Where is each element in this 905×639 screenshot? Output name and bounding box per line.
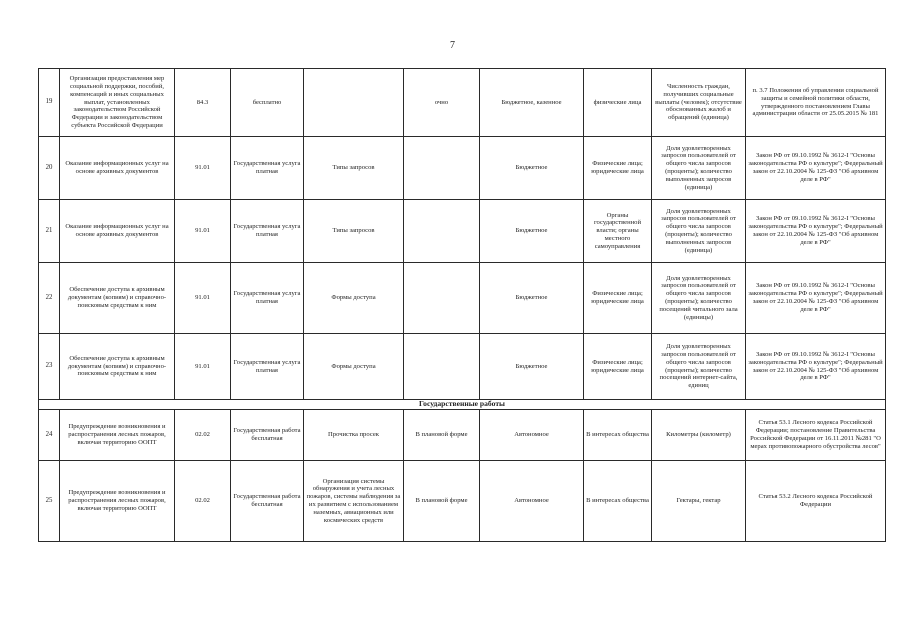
row-number: 25 (39, 461, 60, 542)
institution-type: Бюджетное (480, 137, 584, 200)
quality-indicator: Доля удовлетворенных запросов пользователей от общего числа запросов (проценты); количество посещений интернет-сайта, единиц (652, 334, 746, 400)
payment-type: Государственная услуга платная (231, 137, 304, 200)
section-header-row (39, 400, 886, 410)
consumer-category: Физические лица; юридические лица (584, 263, 652, 334)
service-name: Организация предоставления мер социальной поддержки, пособий, компенсаций и иных социальных выплат, установленных законодательством Российской Федерации и законодательством субъекта Российской Федерации (60, 69, 175, 137)
legal-basis: Закон РФ от 09.10.1992 № 3612-I "Основы законодательства РФ о культуре"; Федеральный закон от 22.10.2004 № 125-ФЗ "Об архивном деле в РФ" (746, 200, 886, 263)
section-title: Государственные работы (39, 400, 886, 410)
service-form: В плановой форме (404, 461, 480, 542)
row-number: 24 (39, 410, 60, 461)
consumer-category: Физические лица; юридические лица (584, 334, 652, 400)
table-row (39, 263, 886, 334)
activity-code: 02.02 (175, 410, 231, 461)
service-form (404, 334, 480, 400)
table-row (39, 410, 886, 461)
service-name: Обеспечение доступа к архивным документам (копиям) и справочно-поисковым средствам к ним (60, 334, 175, 400)
activity-code: 02.02 (175, 461, 231, 542)
consumer-category: физические лица (584, 69, 652, 137)
row-number: 22 (39, 263, 60, 334)
payment-type: Государственная услуга платная (231, 263, 304, 334)
service-name: Оказание информационных услуг на основе архивных документов (60, 200, 175, 263)
page-number: 7 (450, 40, 455, 51)
institution-type: Бюджетное (480, 334, 584, 400)
service-content: Типы запросов (304, 137, 404, 200)
quality-indicator: Километры (километр) (652, 410, 746, 461)
service-content: Типы запросов (304, 200, 404, 263)
institution-type: Бюджетное (480, 263, 584, 334)
table-row (39, 461, 886, 542)
institution-type: Автономное (480, 410, 584, 461)
service-name: Предупреждение возникновения и распространения лесных пожаров, включая территорию ООПТ (60, 461, 175, 542)
service-form: очно (404, 69, 480, 137)
activity-code: 91.01 (175, 263, 231, 334)
service-content (304, 69, 404, 137)
legal-basis: Статья 53.2 Лесного кодекса Российской Федерации (746, 461, 886, 542)
quality-indicator: Численность граждан, получивших социальные выплаты (человек); отсутствие обоснованных жалоб и обращений (единица) (652, 69, 746, 137)
consumer-category: В интересах общества (584, 410, 652, 461)
table-row (39, 200, 886, 263)
service-content: Организация системы обнаружения и учета лесных пожаров, системы наблюдения за их развитием с использованием наземных, авиационных или космических средств (304, 461, 404, 542)
activity-code: 91.01 (175, 334, 231, 400)
legal-basis: Закон РФ от 09.10.1992 № 3612-I "Основы законодательства РФ о культуре"; Федеральный закон от 22.10.2004 № 125-ФЗ "Об архивном деле в РФ" (746, 334, 886, 400)
quality-indicator: Доля удовлетворенных запросов пользователей от общего числа запросов (проценты); количество выполненных запросов (единица) (652, 137, 746, 200)
registry-table (38, 68, 886, 542)
service-name: Предупреждение возникновения и распространения лесных пожаров, включая территорию ООПТ (60, 410, 175, 461)
payment-type: Государственная работа бесплатная (231, 410, 304, 461)
quality-indicator: Доля удовлетворенных запросов пользователей от общего числа запросов (проценты); количество посещений читального зала (единицы) (652, 263, 746, 334)
quality-indicator: Гектары, гектар (652, 461, 746, 542)
legal-basis: п. 3.7 Положения об управлении социальной защиты и семейной политики области, утвержденного постановлением Главы администрации области от 25.05.2015 № 181 (746, 69, 886, 137)
institution-type: Бюджетное, казенное (480, 69, 584, 137)
quality-indicator: Доля удовлетворенных запросов пользователей от общего числа запросов (проценты); количество выполненных запросов (единица) (652, 200, 746, 263)
institution-type: Автономное (480, 461, 584, 542)
service-content: Формы доступа (304, 334, 404, 400)
service-name: Оказание информационных услуг на основе архивных документов (60, 137, 175, 200)
payment-type: Государственная работа бесплатная (231, 461, 304, 542)
activity-code: 84.3 (175, 69, 231, 137)
service-content: Прочистка просек (304, 410, 404, 461)
legal-basis: Закон РФ от 09.10.1992 № 3612-I "Основы законодательства РФ о культуре"; Федеральный закон от 22.10.2004 № 125-ФЗ "Об архивном деле в РФ" (746, 137, 886, 200)
consumer-category: Органы государственной власти; органы местного самоуправления (584, 200, 652, 263)
activity-code: 91.01 (175, 137, 231, 200)
activity-code: 91.01 (175, 200, 231, 263)
table-body (39, 69, 886, 542)
row-number: 19 (39, 69, 60, 137)
row-number: 20 (39, 137, 60, 200)
payment-type: Государственная услуга платная (231, 334, 304, 400)
legal-basis: Закон РФ от 09.10.1992 № 3612-I "Основы законодательства РФ о культуре"; Федеральный закон от 22.10.2004 № 125-ФЗ "Об архивном деле в РФ" (746, 263, 886, 334)
row-number: 23 (39, 334, 60, 400)
consumer-category: Физические лица; юридические лица (584, 137, 652, 200)
service-form: В плановой форме (404, 410, 480, 461)
service-name: Обеспечение доступа к архивным документам (копиям) и справочно-поисковым средствам к ним (60, 263, 175, 334)
table-row (39, 137, 886, 200)
service-form (404, 200, 480, 263)
table-row (39, 334, 886, 400)
service-form (404, 263, 480, 334)
institution-type: Бюджетное (480, 200, 584, 263)
payment-type: Государственная услуга платная (231, 200, 304, 263)
service-content: Формы доступа (304, 263, 404, 334)
service-form (404, 137, 480, 200)
legal-basis: Статья 53.1 Лесного кодекса Российской Федерации; постановление Правительства Российской Федерации от 16.11.2011 №281 "О мерах противопожарного обустройства лесов" (746, 410, 886, 461)
table-row (39, 69, 886, 137)
consumer-category: В интересах общества (584, 461, 652, 542)
payment-type: бесплатно (231, 69, 304, 137)
row-number: 21 (39, 200, 60, 263)
